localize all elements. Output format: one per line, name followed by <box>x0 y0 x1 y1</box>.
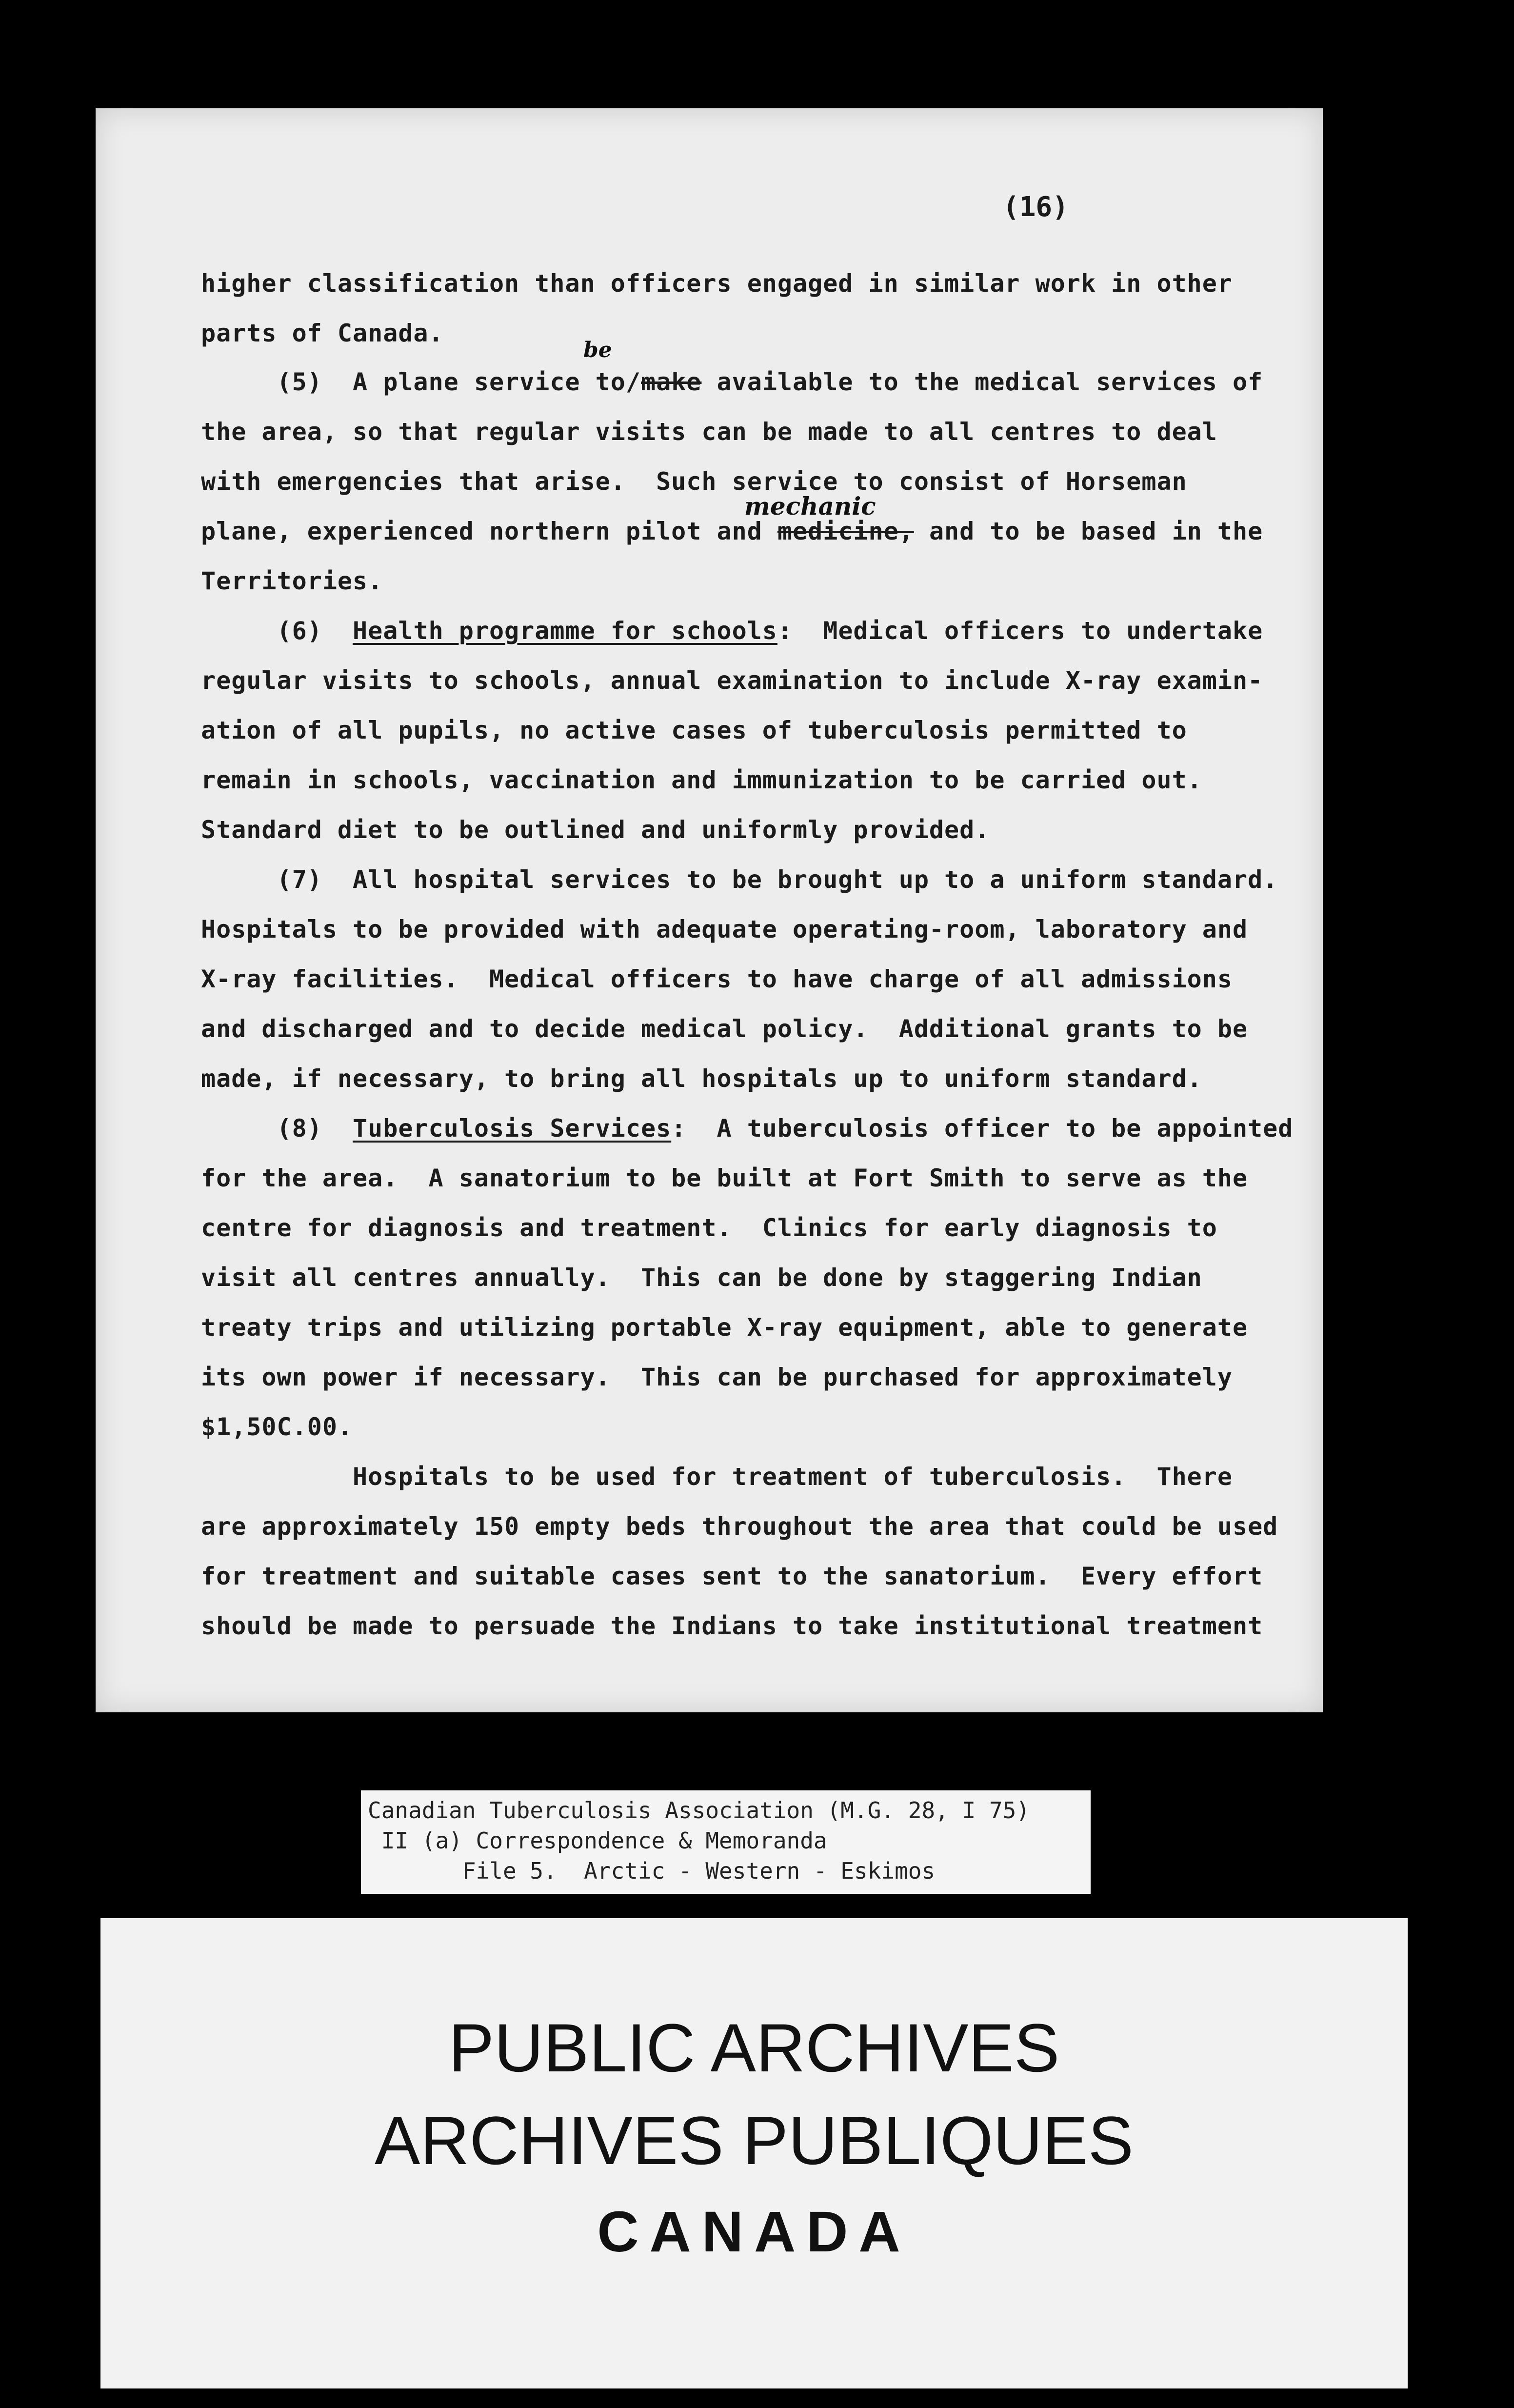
text-line: X-ray facilities. Medical officers to have charge of all admissions <box>201 965 1233 993</box>
text-line: the area, so that regular visits can be made to all centres to deal <box>201 418 1217 446</box>
archive-label-line: II (a) Correspondence & Memoranda <box>368 1827 827 1854</box>
banner-line-french: ARCHIVES PUBLIQUES <box>375 2102 1134 2179</box>
text-line <box>201 517 1263 545</box>
text-line: Hospitals to be provided with adequate operating-room, laboratory and <box>201 915 1248 943</box>
handwritten-insert: be <box>583 338 612 362</box>
text-line <box>201 617 1263 645</box>
section-heading: Tuberculosis Services <box>353 1114 672 1143</box>
text-line: parts of Canada. <box>201 319 444 347</box>
text-line: higher classification than officers engaged in similar work in other <box>201 269 1233 298</box>
banner-line-english: PUBLIC ARCHIVES <box>448 2009 1060 2086</box>
text-line: with emergencies that arise. Such service to consist of Horseman <box>201 467 1187 496</box>
text-line: should be made to persuade the Indians to take institutional treatment <box>201 1612 1263 1640</box>
text-line: for treatment and suitable cases sent to the sanatorium. Every effort <box>201 1562 1263 1590</box>
para8-rest: : A tuberculosis officer to be appointed <box>671 1114 1294 1143</box>
archive-label-line: File 5. Arctic - Western - Eskimos <box>368 1858 936 1884</box>
text-line: (7) All hospital services to be brought up to a uniform standard. <box>201 865 1278 894</box>
text-line: Hospitals to be used for treatment of tuberculosis. There <box>201 1463 1233 1491</box>
text-line: centre for diagnosis and treatment. Clinics for early diagnosis to <box>201 1214 1217 1242</box>
text-line: $1,50C.00. <box>201 1413 353 1441</box>
text-line: Territories. <box>201 567 383 595</box>
text-line <box>201 368 1263 396</box>
para8-lead: (8) <box>201 1114 353 1143</box>
plane-line-lead: plane, experienced northern pilot and <box>201 517 777 545</box>
text-line: for the area. A sanatorium to be built at Fort Smith to serve as the <box>201 1164 1248 1192</box>
struck-word: make <box>640 368 702 396</box>
text-line: are approximately 150 empty beds throughout the area that could be used <box>201 1512 1278 1541</box>
archive-label <box>361 1790 1091 1894</box>
text-line: ation of all pupils, no active cases of tuberculosis permitted to <box>201 716 1187 744</box>
archives-banner <box>100 1918 1408 2388</box>
handwritten-correction: mechanic <box>744 492 876 521</box>
text-line: made, if necessary, to bring all hospitals up to uniform standard. <box>201 1064 1202 1093</box>
text-line: regular visits to schools, annual examination to include X-ray examin- <box>201 666 1263 695</box>
para5-lead: (5) A plane service to/ <box>201 368 641 396</box>
para6-lead: (6) <box>201 617 353 645</box>
text-line <box>201 1114 1293 1143</box>
text-line: its own power if necessary. This can be purchased for approximately <box>201 1363 1233 1391</box>
text-line: treaty trips and utilizing portable X-ray equipment, able to generate <box>201 1313 1248 1342</box>
page-number: (16) <box>1003 191 1069 223</box>
section-heading: Health programme for schools <box>353 617 777 645</box>
text-line: and discharged and to decide medical policy. Additional grants to be <box>201 1015 1248 1043</box>
text-line: visit all centres annually. This can be done by staggering Indian <box>201 1264 1202 1292</box>
banner-line-country: CANADA <box>597 2200 911 2264</box>
text-line: Standard diet to be outlined and uniformly provided. <box>201 816 990 844</box>
para5-rest: available to the medical services of <box>701 368 1263 396</box>
para6-rest: : Medical officers to undertake <box>777 617 1263 645</box>
plane-line-rest: and to be based in the <box>914 517 1263 545</box>
text-line: remain in schools, vaccination and immunization to be carried out. <box>201 766 1202 794</box>
document-page <box>96 108 1323 1712</box>
archive-label-line: Canadian Tuberculosis Association (M.G. 28, I 75) <box>368 1797 1030 1824</box>
struck-word: medicine, <box>777 517 914 545</box>
